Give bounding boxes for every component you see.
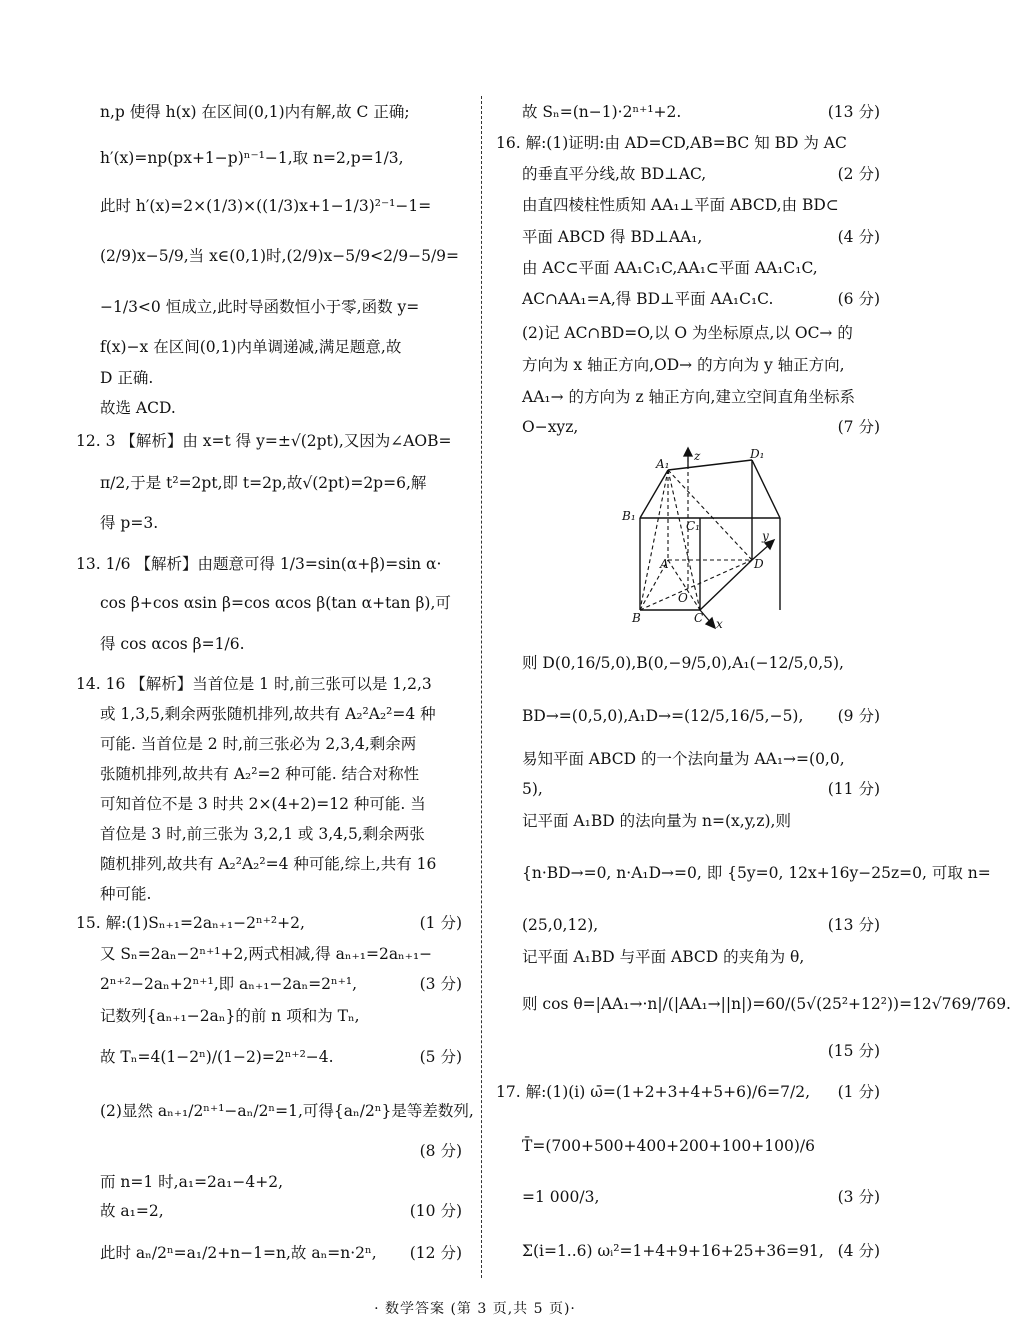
prism-figure (618, 448, 890, 638)
label-z: z (694, 449, 701, 463)
label-d1: D₁ (750, 447, 765, 461)
page-footer: · 数学答案 (第 3 页,共 5 页)· (374, 1301, 576, 1317)
left-column: n,p 使得 h(x) 在区间(0,1)内有解,故 C 正确; h′(x)=np(px+1−p)ⁿ⁻¹−1,取 n=2,p=1/3, 此时 h′(x)=2×(1/3)×((1/3)x+1−1/3)²⁻¹−1= (2/9)x−5/9,当 x∈(0,1)时,(2/9)x−5/9<2/9−5/9= −1/3<0 恒成立,此时导函数恒小于零,函数 y= f(x)−x 在区间(0,1)内单调递减,满足题意,故 D 正确. 故选 ACD. 12. 3 【解析】由 x=t 得 y=±√(2pt),又因为∠AOB= π/2,于是 t²=2pt,即 t=2p,故√(2pt)=2p=6,解 得 p=3. 13. 1/6 【解析】由题意可得 1/3=sin(α+β)=sin α· cos β+cos αsin β=cos αcos β(tan α+tan β),可 得 cos αcos β=1/6. 14. 16 【解析】当首位是 1 时,前三张可以是 1,2,3 或 1,3,5,剩余两张随机排列,故共有 A₂²A₂²=4 种 可能. 当首位是 2 时,前三张必为 2,3,4,剩余两 张随机排列,故共有 A₂²=2 种可能. 结合对称性 可知首位不是 3 时共 2×(4+2)=12 种可能. 当 首位是 3 时,前三张为 3,2,1 或 3,4,5,剩余两张 随机排列,故共有 A₂²A₂²=4 种可能,综上,共有 16 种可能. 15. 解:(1)Sₙ₊₁=2aₙ₊₁−2ⁿ⁺²+2, (1 分) 又 Sₙ=2aₙ−2ⁿ⁺¹+2,两式相减,得 aₙ₊₁=2aₙ₊₁− 2ⁿ⁺²−2aₙ+2ⁿ⁺¹,即 aₙ₊₁−2aₙ=2ⁿ⁺¹, (3 分) 记数列{aₙ₊₁−2aₙ}的前 n 项和为 Tₙ, 故 Tₙ=4(1−2ⁿ)/(1−2)=2ⁿ⁺²−4. (5 分) (2)显然 aₙ₊₁/2ⁿ⁺¹−aₙ/2ⁿ=1,可得{aₙ/2ⁿ}是等差数列, (8 分) 而 n=1 时,a₁=2a₁−4+2, 故 a₁=2, (10 分) 此时 aₙ/2ⁿ=a₁/2+n−1=n,故 aₙ=n·2ⁿ, (12 分) (76, 103, 474, 1262)
edge-a1c (668, 470, 700, 610)
column-divider (481, 96, 482, 1278)
label-a: A (660, 557, 669, 571)
label-a1: A₁ (656, 457, 670, 471)
edge-a1d (668, 470, 752, 560)
label-c1: C₁ (686, 519, 700, 533)
right-column: 故 Sₙ=(n−1)·2ⁿ⁺¹+2. (13 分) 16. 解:(1)证明:由 AD=CD,AB=BC 知 BD 为 AC 的垂直平分线,故 BD⊥AC, (2 分) 由直四棱柱性质知 AA₁⊥平面 ABCD,由 BD⊂ 平面 ABCD 得 BD⊥AA₁, (4 分) 由 AC⊂平面 AA₁C₁C,AA₁⊂平面 AA₁C₁C, AC∩AA₁=A,得 BD⊥平面 AA₁C₁C. (6 分) (2)记 AC∩BD=O,以 O 为坐标原点,以 OC→ 的 方向为 x 轴正方向,OD→ 的方向为 y 轴正方向, AA₁→ 的方向为 z 轴正方向,建立空间直角坐标系 O−xyz, (7 分) 则 D(0,16/5,0),B(0,−9/5,0),A₁(−12/5,0,5), BD→=(0,5,0),A₁D→=(12/5,16/5,−5), (9 分) 易知平面 ABCD 的一个法向量为 AA₁→=(0,0, 5), (11 分) 记平面 A₁BD 的法向量为 n=(x,y,z),则 {n·BD→=0, n·A₁D→=0, 即 {5y=0, 12x+16y−25z=0, 可取 n= (25,0,12), (13 分) 记平面 A₁BD 与平面 ABCD 的夹角为 θ, 则 cos θ=|AA₁→·n|/(|AA₁→||n|)=60/(5√(25²+12²))=12√769/769. (15 分) 17. 解:(1)(ⅰ) ω̄=(1+2+3+4+5+6)/6=7/2, (1 分) T̄=(700+500+400+200+100+100)/6 =1 000/3, (3 分) Σ(i=1..6) ωᵢ²=1+4+9+16+25+36=91, (4 分) (496, 103, 1011, 1260)
label-b: B (632, 611, 641, 625)
edge-bd (640, 560, 752, 610)
edge-a1b (640, 470, 668, 610)
edge-b1a1 (640, 470, 668, 518)
edge-d1c1 (752, 460, 780, 518)
label-d: D (754, 557, 764, 571)
label-y: y (762, 529, 769, 543)
label-x: x (716, 617, 723, 631)
label-o: O (678, 591, 688, 605)
edge-a1d1 (668, 460, 752, 470)
edge-cd (700, 560, 752, 610)
axis-z-arrow (684, 448, 692, 456)
label-c: C (694, 611, 704, 625)
label-b1: B₁ (622, 509, 636, 523)
